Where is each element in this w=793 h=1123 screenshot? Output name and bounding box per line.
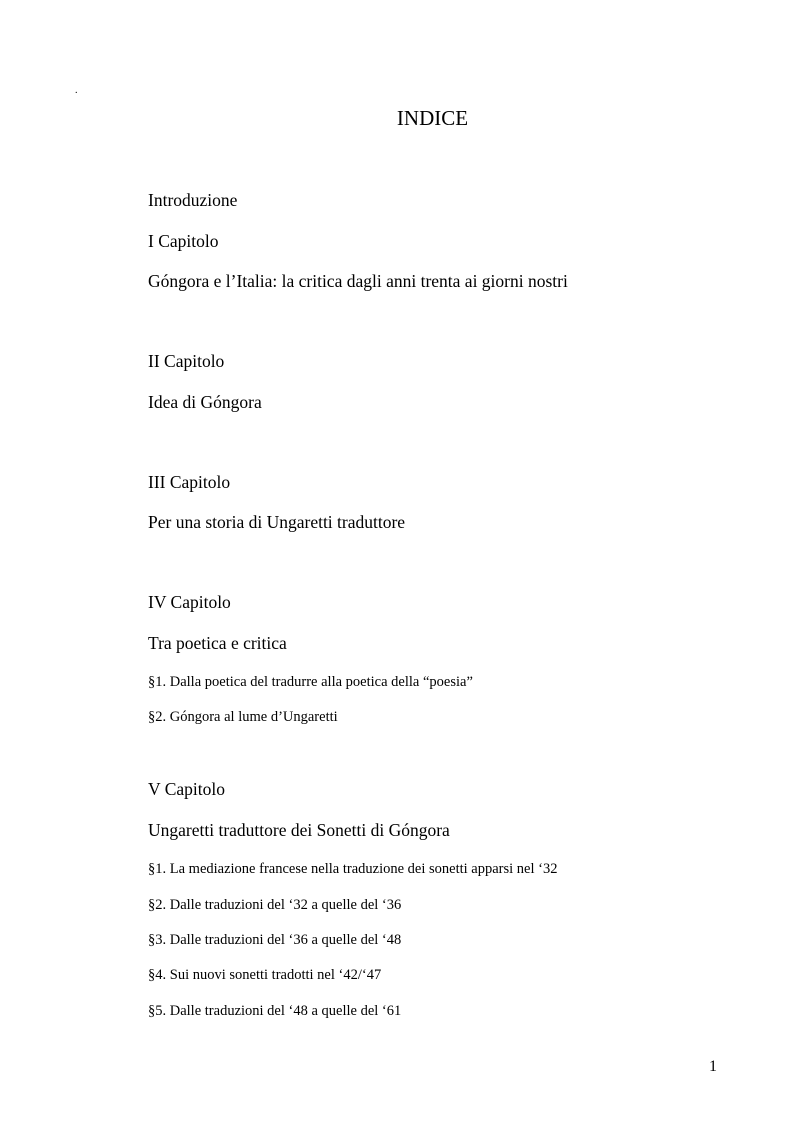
toc-chapter-5-section-4: §4. Sui nuovi sonetti tradotti nel ‘42/‘47	[148, 967, 382, 983]
toc-chapter-5-section-5: §5. Dalle traduzioni del ‘48 a quelle del ‘61	[148, 1003, 402, 1019]
toc-chapter-5-title: Ungaretti traduttore dei Sonetti di Góngora	[148, 820, 450, 840]
toc-chapter-3-title: Per una storia di Ungaretti traduttore	[148, 512, 406, 532]
toc-chapter-5: V Capitolo	[148, 779, 225, 799]
toc-chapter-2: II Capitolo	[148, 351, 225, 371]
toc-chapter-4-section-1: §1. Dalla poetica del tradurre alla poetica della “poesia”	[148, 674, 473, 690]
toc-chapter-4-title: Tra poetica e critica	[148, 633, 287, 653]
toc-chapter-2-title: Idea di Góngora	[148, 392, 262, 412]
toc-chapter-4-section-2: §2. Góngora al lume d’Ungaretti	[148, 709, 338, 725]
toc-chapter-3: III Capitolo	[148, 472, 231, 492]
toc-chapter-1: I Capitolo	[148, 231, 219, 251]
page-number: 1	[709, 1058, 717, 1075]
toc-chapter-5-section-2: §2. Dalle traduzioni del ‘32 a quelle del ‘36	[148, 897, 402, 913]
stray-dot: .	[75, 85, 78, 96]
toc-entry-introduzione: Introduzione	[148, 190, 238, 210]
toc-chapter-1-title: Góngora e l’Italia: la critica dagli anni trenta ai giorni nostri	[148, 271, 568, 291]
toc-chapter-5-section-3: §3. Dalle traduzioni del ‘36 a quelle del ‘48	[148, 932, 402, 948]
toc-chapter-5-section-1: §1. La mediazione francese nella traduzione dei sonetti apparsi nel ‘32	[148, 861, 558, 877]
page-title: INDICE	[396, 106, 469, 130]
toc-chapter-4: IV Capitolo	[148, 592, 231, 612]
